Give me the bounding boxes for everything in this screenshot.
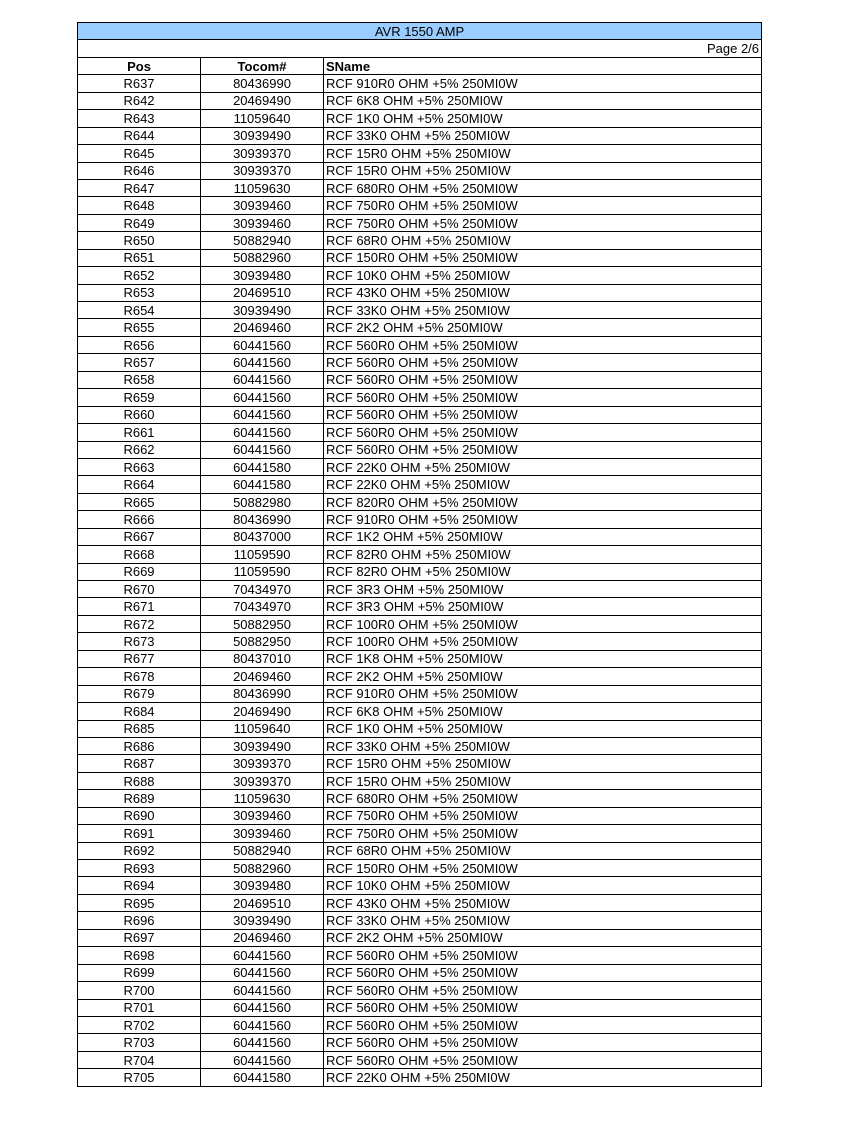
cell-sname: RCF 10K0 OHM +5% 250MI0W (324, 267, 762, 284)
cell-pos: R656 (78, 336, 201, 353)
cell-pos: R661 (78, 424, 201, 441)
cell-pos: R649 (78, 214, 201, 231)
cell-pos: R697 (78, 929, 201, 946)
table-row (78, 1016, 762, 1033)
cell-sname: RCF 560R0 OHM +5% 250MI0W (324, 964, 762, 981)
cell-sname: RCF 150R0 OHM +5% 250MI0W (324, 249, 762, 266)
cell-pos: R668 (78, 546, 201, 563)
table-row (78, 249, 762, 266)
table-row (78, 703, 762, 720)
cell-sname: RCF 750R0 OHM +5% 250MI0W (324, 214, 762, 231)
cell-tocom: 20469490 (201, 703, 324, 720)
table-row (78, 772, 762, 789)
cell-tocom: 50882940 (201, 232, 324, 249)
cell-tocom: 60441560 (201, 354, 324, 371)
cell-pos: R687 (78, 755, 201, 772)
cell-sname: RCF 6K8 OHM +5% 250MI0W (324, 703, 762, 720)
cell-tocom: 30939460 (201, 197, 324, 214)
cell-pos: R702 (78, 1016, 201, 1033)
table-row (78, 947, 762, 964)
cell-sname: RCF 560R0 OHM +5% 250MI0W (324, 389, 762, 406)
cell-tocom: 80436990 (201, 75, 324, 92)
cell-sname: RCF 680R0 OHM +5% 250MI0W (324, 179, 762, 196)
cell-tocom: 60441560 (201, 389, 324, 406)
table-row (78, 790, 762, 807)
cell-pos: R647 (78, 179, 201, 196)
table-row (78, 302, 762, 319)
cell-tocom: 11059640 (201, 110, 324, 127)
cell-pos: R665 (78, 493, 201, 510)
cell-pos: R694 (78, 877, 201, 894)
table-row (78, 999, 762, 1016)
table-row (78, 162, 762, 179)
cell-sname: RCF 560R0 OHM +5% 250MI0W (324, 1016, 762, 1033)
table-row (78, 1034, 762, 1051)
cell-sname: RCF 680R0 OHM +5% 250MI0W (324, 790, 762, 807)
cell-tocom: 30939480 (201, 267, 324, 284)
cell-tocom: 60441580 (201, 1069, 324, 1086)
cell-tocom: 30939370 (201, 145, 324, 162)
table-row (78, 755, 762, 772)
cell-sname: RCF 33K0 OHM +5% 250MI0W (324, 302, 762, 319)
cell-tocom: 30939490 (201, 127, 324, 144)
cell-tocom: 50882960 (201, 249, 324, 266)
cell-tocom: 20469460 (201, 319, 324, 336)
page-number: Page 2/6 (78, 40, 762, 57)
cell-pos: R686 (78, 737, 201, 754)
cell-tocom: 30939490 (201, 912, 324, 929)
cell-sname: RCF 43K0 OHM +5% 250MI0W (324, 894, 762, 911)
cell-sname: RCF 82R0 OHM +5% 250MI0W (324, 546, 762, 563)
cell-pos: R699 (78, 964, 201, 981)
cell-tocom: 60441560 (201, 964, 324, 981)
table-row (78, 179, 762, 196)
cell-pos: R701 (78, 999, 201, 1016)
cell-tocom: 80437000 (201, 528, 324, 545)
cell-tocom: 20469460 (201, 929, 324, 946)
cell-tocom: 50882940 (201, 842, 324, 859)
cell-sname: RCF 560R0 OHM +5% 250MI0W (324, 336, 762, 353)
table-row (78, 546, 762, 563)
table-row (78, 476, 762, 493)
cell-pos: R696 (78, 912, 201, 929)
title-row (78, 23, 762, 40)
cell-sname: RCF 2K2 OHM +5% 250MI0W (324, 319, 762, 336)
cell-tocom: 11059640 (201, 720, 324, 737)
cell-sname: RCF 22K0 OHM +5% 250MI0W (324, 476, 762, 493)
table-row (78, 650, 762, 667)
cell-pos: R654 (78, 302, 201, 319)
table-row (78, 598, 762, 615)
cell-pos: R657 (78, 354, 201, 371)
header-row (78, 57, 762, 74)
cell-tocom: 20469510 (201, 894, 324, 911)
cell-sname: RCF 82R0 OHM +5% 250MI0W (324, 563, 762, 580)
cell-sname: RCF 560R0 OHM +5% 250MI0W (324, 424, 762, 441)
cell-sname: RCF 68R0 OHM +5% 250MI0W (324, 232, 762, 249)
table-row (78, 75, 762, 92)
column-header-sname: SName (324, 57, 762, 74)
cell-sname: RCF 15R0 OHM +5% 250MI0W (324, 755, 762, 772)
cell-pos: R662 (78, 441, 201, 458)
cell-pos: R678 (78, 668, 201, 685)
parts-list-table (77, 22, 762, 1087)
cell-pos: R643 (78, 110, 201, 127)
table-row (78, 807, 762, 824)
table-row (78, 720, 762, 737)
cell-tocom: 60441580 (201, 476, 324, 493)
cell-pos: R646 (78, 162, 201, 179)
cell-pos: R704 (78, 1051, 201, 1068)
cell-sname: RCF 1K8 OHM +5% 250MI0W (324, 650, 762, 667)
cell-pos: R672 (78, 615, 201, 632)
cell-tocom: 60441560 (201, 1051, 324, 1068)
cell-pos: R684 (78, 703, 201, 720)
table-row (78, 371, 762, 388)
cell-pos: R642 (78, 92, 201, 109)
table-row (78, 511, 762, 528)
table-row (78, 145, 762, 162)
cell-tocom: 20469490 (201, 92, 324, 109)
cell-pos: R689 (78, 790, 201, 807)
cell-sname: RCF 22K0 OHM +5% 250MI0W (324, 1069, 762, 1086)
cell-sname: RCF 560R0 OHM +5% 250MI0W (324, 999, 762, 1016)
cell-tocom: 50882950 (201, 633, 324, 650)
cell-tocom: 20469510 (201, 284, 324, 301)
cell-pos: R664 (78, 476, 201, 493)
cell-sname: RCF 910R0 OHM +5% 250MI0W (324, 511, 762, 528)
table-row (78, 982, 762, 999)
cell-tocom: 30939370 (201, 772, 324, 789)
cell-sname: RCF 560R0 OHM +5% 250MI0W (324, 947, 762, 964)
cell-tocom: 60441560 (201, 947, 324, 964)
cell-sname: RCF 560R0 OHM +5% 250MI0W (324, 406, 762, 423)
cell-sname: RCF 15R0 OHM +5% 250MI0W (324, 145, 762, 162)
table-row (78, 267, 762, 284)
cell-tocom: 60441560 (201, 441, 324, 458)
table-row (78, 860, 762, 877)
cell-tocom: 60441580 (201, 458, 324, 475)
cell-pos: R645 (78, 145, 201, 162)
cell-tocom: 30939480 (201, 877, 324, 894)
parts-list-body (78, 23, 762, 1087)
table-row (78, 92, 762, 109)
cell-sname: RCF 910R0 OHM +5% 250MI0W (324, 685, 762, 702)
table-row (78, 685, 762, 702)
cell-sname: RCF 150R0 OHM +5% 250MI0W (324, 860, 762, 877)
cell-sname: RCF 560R0 OHM +5% 250MI0W (324, 982, 762, 999)
cell-sname: RCF 560R0 OHM +5% 250MI0W (324, 1034, 762, 1051)
cell-tocom: 11059590 (201, 546, 324, 563)
cell-pos: R652 (78, 267, 201, 284)
table-row (78, 424, 762, 441)
document-title: AVR 1550 AMP (78, 23, 762, 40)
cell-pos: R703 (78, 1034, 201, 1051)
cell-pos: R705 (78, 1069, 201, 1086)
cell-tocom: 60441560 (201, 371, 324, 388)
table-row (78, 615, 762, 632)
cell-tocom: 80437010 (201, 650, 324, 667)
table-row (78, 197, 762, 214)
cell-pos: R691 (78, 825, 201, 842)
table-row (78, 406, 762, 423)
cell-tocom: 80436990 (201, 685, 324, 702)
cell-pos: R660 (78, 406, 201, 423)
cell-pos: R670 (78, 581, 201, 598)
cell-tocom: 60441560 (201, 1016, 324, 1033)
cell-tocom: 50882980 (201, 493, 324, 510)
table-row (78, 929, 762, 946)
cell-tocom: 30939370 (201, 755, 324, 772)
table-row (78, 668, 762, 685)
cell-sname: RCF 820R0 OHM +5% 250MI0W (324, 493, 762, 510)
cell-pos: R671 (78, 598, 201, 615)
cell-tocom: 11059590 (201, 563, 324, 580)
cell-sname: RCF 2K2 OHM +5% 250MI0W (324, 929, 762, 946)
cell-sname: RCF 560R0 OHM +5% 250MI0W (324, 441, 762, 458)
cell-pos: R679 (78, 685, 201, 702)
table-row (78, 389, 762, 406)
cell-pos: R659 (78, 389, 201, 406)
cell-tocom: 60441560 (201, 1034, 324, 1051)
cell-sname: RCF 100R0 OHM +5% 250MI0W (324, 615, 762, 632)
cell-sname: RCF 1K2 OHM +5% 250MI0W (324, 528, 762, 545)
cell-tocom: 60441560 (201, 424, 324, 441)
table-row (78, 912, 762, 929)
table-row (78, 336, 762, 353)
cell-sname: RCF 15R0 OHM +5% 250MI0W (324, 162, 762, 179)
table-row (78, 964, 762, 981)
column-header-pos: Pos (78, 57, 201, 74)
cell-tocom: 60441560 (201, 982, 324, 999)
cell-tocom: 30939370 (201, 162, 324, 179)
cell-pos: R651 (78, 249, 201, 266)
cell-tocom: 70434970 (201, 598, 324, 615)
cell-sname: RCF 3R3 OHM +5% 250MI0W (324, 598, 762, 615)
cell-tocom: 11059630 (201, 790, 324, 807)
cell-pos: R677 (78, 650, 201, 667)
column-header-tocom: Tocom# (201, 57, 324, 74)
table-row (78, 877, 762, 894)
cell-pos: R690 (78, 807, 201, 824)
cell-sname: RCF 43K0 OHM +5% 250MI0W (324, 284, 762, 301)
cell-pos: R658 (78, 371, 201, 388)
table-row (78, 528, 762, 545)
table-row (78, 319, 762, 336)
cell-pos: R653 (78, 284, 201, 301)
cell-pos: R666 (78, 511, 201, 528)
cell-sname: RCF 33K0 OHM +5% 250MI0W (324, 127, 762, 144)
cell-pos: R692 (78, 842, 201, 859)
cell-pos: R673 (78, 633, 201, 650)
cell-tocom: 30939490 (201, 302, 324, 319)
cell-tocom: 60441560 (201, 999, 324, 1016)
cell-sname: RCF 3R3 OHM +5% 250MI0W (324, 581, 762, 598)
cell-sname: RCF 750R0 OHM +5% 250MI0W (324, 807, 762, 824)
cell-sname: RCF 1K0 OHM +5% 250MI0W (324, 110, 762, 127)
cell-pos: R663 (78, 458, 201, 475)
table-row (78, 110, 762, 127)
cell-pos: R695 (78, 894, 201, 911)
cell-sname: RCF 560R0 OHM +5% 250MI0W (324, 1051, 762, 1068)
table-row (78, 1051, 762, 1068)
cell-tocom: 30939460 (201, 825, 324, 842)
cell-tocom: 30939490 (201, 737, 324, 754)
cell-sname: RCF 2K2 OHM +5% 250MI0W (324, 668, 762, 685)
cell-tocom: 60441560 (201, 406, 324, 423)
table-row (78, 458, 762, 475)
cell-pos: R650 (78, 232, 201, 249)
cell-sname: RCF 15R0 OHM +5% 250MI0W (324, 772, 762, 789)
cell-tocom: 30939460 (201, 807, 324, 824)
cell-tocom: 20469460 (201, 668, 324, 685)
cell-pos: R669 (78, 563, 201, 580)
cell-sname: RCF 750R0 OHM +5% 250MI0W (324, 197, 762, 214)
cell-sname: RCF 560R0 OHM +5% 250MI0W (324, 354, 762, 371)
table-row (78, 232, 762, 249)
cell-sname: RCF 22K0 OHM +5% 250MI0W (324, 458, 762, 475)
table-row (78, 284, 762, 301)
cell-pos: R644 (78, 127, 201, 144)
cell-sname: RCF 1K0 OHM +5% 250MI0W (324, 720, 762, 737)
table-row (78, 1069, 762, 1086)
cell-pos: R667 (78, 528, 201, 545)
cell-pos: R693 (78, 860, 201, 877)
table-row (78, 633, 762, 650)
table-row (78, 581, 762, 598)
cell-sname: RCF 33K0 OHM +5% 250MI0W (324, 737, 762, 754)
cell-sname: RCF 6K8 OHM +5% 250MI0W (324, 92, 762, 109)
table-row (78, 563, 762, 580)
table-row (78, 737, 762, 754)
cell-pos: R688 (78, 772, 201, 789)
cell-pos: R685 (78, 720, 201, 737)
cell-tocom: 70434970 (201, 581, 324, 598)
cell-sname: RCF 560R0 OHM +5% 250MI0W (324, 371, 762, 388)
table-row (78, 354, 762, 371)
cell-tocom: 30939460 (201, 214, 324, 231)
cell-tocom: 50882960 (201, 860, 324, 877)
cell-pos: R700 (78, 982, 201, 999)
cell-pos: R648 (78, 197, 201, 214)
cell-tocom: 80436990 (201, 511, 324, 528)
cell-tocom: 11059630 (201, 179, 324, 196)
table-row (78, 894, 762, 911)
table-row (78, 127, 762, 144)
cell-sname: RCF 10K0 OHM +5% 250MI0W (324, 877, 762, 894)
cell-sname: RCF 750R0 OHM +5% 250MI0W (324, 825, 762, 842)
table-row (78, 825, 762, 842)
table-row (78, 842, 762, 859)
cell-sname: RCF 33K0 OHM +5% 250MI0W (324, 912, 762, 929)
cell-pos: R655 (78, 319, 201, 336)
table-row (78, 214, 762, 231)
cell-tocom: 60441560 (201, 336, 324, 353)
table-row (78, 441, 762, 458)
cell-tocom: 50882950 (201, 615, 324, 632)
cell-sname: RCF 910R0 OHM +5% 250MI0W (324, 75, 762, 92)
table-row (78, 493, 762, 510)
cell-pos: R698 (78, 947, 201, 964)
cell-sname: RCF 68R0 OHM +5% 250MI0W (324, 842, 762, 859)
cell-pos: R637 (78, 75, 201, 92)
page-row (78, 40, 762, 57)
cell-sname: RCF 100R0 OHM +5% 250MI0W (324, 633, 762, 650)
